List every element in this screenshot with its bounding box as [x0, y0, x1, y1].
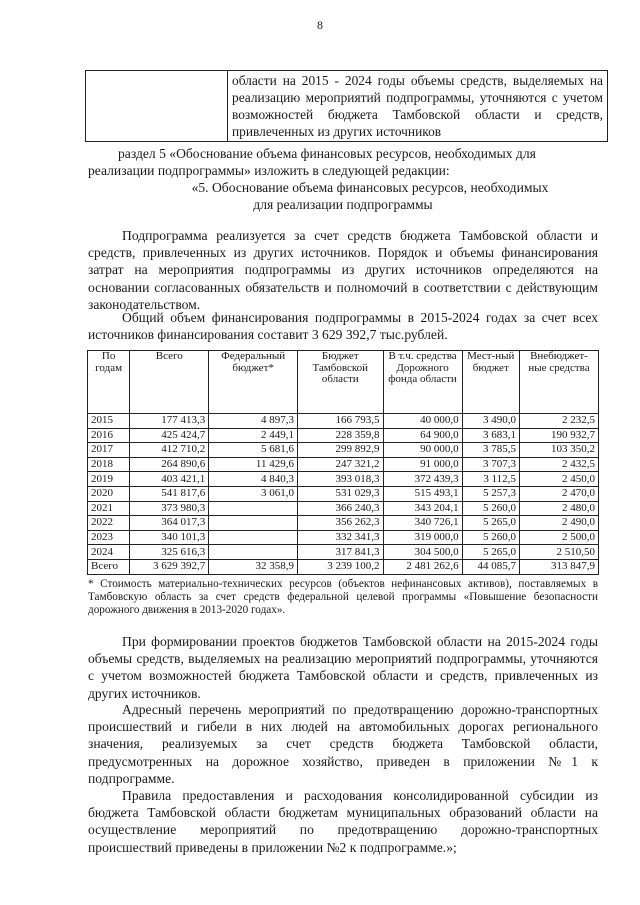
financing-cell: 5 265,0	[462, 516, 519, 531]
financing-cell: 2022	[88, 516, 130, 531]
financing-cell: 2020	[88, 486, 130, 501]
financing-row	[88, 457, 599, 472]
financing-header-row	[88, 351, 599, 414]
financing-cell: 2017	[88, 443, 130, 458]
financing-cell: 2 510,50	[519, 545, 598, 560]
financing-cell: 332 341,3	[298, 530, 384, 545]
financing-cell: 166 793,5	[298, 414, 384, 429]
financing-row	[88, 414, 599, 429]
continuation-left-cell	[86, 71, 228, 142]
financing-row	[88, 516, 599, 531]
financing-cell: 2015	[88, 414, 130, 429]
financing-cell: 2021	[88, 501, 130, 516]
financing-cell: 11 429,6	[209, 457, 298, 472]
financing-cell: 90 000,0	[383, 443, 462, 458]
financing-cell: 412 710,2	[130, 443, 209, 458]
financing-cell: 5 260,0	[462, 530, 519, 545]
continuation-table	[85, 70, 608, 142]
section-intro-line1: раздел 5 «Обоснование объема финансовых ресурсов, необходимых для	[118, 146, 536, 161]
financing-cell: 228 359,8	[298, 428, 384, 443]
financing-cell: 2 450,0	[519, 472, 598, 487]
financing-cell: 190 932,7	[519, 428, 598, 443]
financing-row	[88, 486, 599, 501]
financing-cell: 5 265,0	[462, 545, 519, 560]
financing-cell: 372 439,3	[383, 472, 462, 487]
financing-cell: 247 321,2	[298, 457, 384, 472]
financing-total-row	[88, 559, 599, 574]
financing-cell: 2 490,0	[519, 516, 598, 531]
col-header-year: По годам	[88, 351, 130, 414]
financing-cell: 40 000,0	[383, 414, 462, 429]
col-header-road-fund: В т.ч. средства Дорожного фонда области	[383, 351, 462, 414]
financing-cell: 541 817,6	[130, 486, 209, 501]
financing-cell: 313 847,9	[519, 559, 598, 574]
financing-cell: 393 018,3	[298, 472, 384, 487]
financing-cell: 2023	[88, 530, 130, 545]
financing-cell: 325 616,3	[130, 545, 209, 560]
financing-cell: 64 900,0	[383, 428, 462, 443]
financing-cell: 177 413,3	[130, 414, 209, 429]
financing-row	[88, 530, 599, 545]
financing-cell: 2 232,5	[519, 414, 598, 429]
paragraph-budget-projects: При формировании проектов бюджетов Тамбовской области на 2015-2024 годы объемы средств, выделяемых на реализацию мероприятий подпрограммы, уточняются с учетом возможностей бюджета Тамбовской области и средств, привлеченных из других источников.	[88, 634, 598, 701]
financing-cell: 5 681,6	[209, 443, 298, 458]
financing-cell	[209, 545, 298, 560]
section-heading-line2: для реализации подпрограммы	[253, 197, 433, 212]
financing-row	[88, 443, 599, 458]
financing-cell: 515 493,1	[383, 486, 462, 501]
financing-cell: 4 897,3	[209, 414, 298, 429]
financing-cell: 3 490,0	[462, 414, 519, 429]
financing-cell: 425 424,7	[130, 428, 209, 443]
financing-cell: 364 017,3	[130, 516, 209, 531]
paragraph-address-list: Адресный перечень мероприятий по предотвращению дорожно-транспортных происшествий и гибели в них людей на автомобильных дорогах регионального значения, реализуемых за счет средств бюджета Тамбовской области, предусмотренных на дорожное хозяйство, приведен в приложении №1 к подпрограмме.	[88, 702, 598, 786]
financing-cell: Всего	[88, 559, 130, 574]
financing-cell: 264 890,6	[130, 457, 209, 472]
financing-cell: 4 840,3	[209, 472, 298, 487]
section-heading-line1: «5. Обоснование объема финансовых ресурсов, необходимых	[191, 180, 549, 195]
financing-row	[88, 472, 599, 487]
financing-cell: 2 480,0	[519, 501, 598, 516]
financing-cell: 340 101,3	[130, 530, 209, 545]
financing-cell: 2016	[88, 428, 130, 443]
col-header-regional: Бюджет Тамбовской области	[298, 351, 384, 414]
financing-cell: 3 239 100,2	[298, 559, 384, 574]
financing-cell: 2019	[88, 472, 130, 487]
financing-cell: 2 470,0	[519, 486, 598, 501]
financing-cell	[209, 501, 298, 516]
financing-row	[88, 501, 599, 516]
financing-cell: 2024	[88, 545, 130, 560]
financing-cell: 3 707,3	[462, 457, 519, 472]
paragraph-sources: Подпрограмма реализуется за счет средств бюджета Тамбовской области и средств, привлеченных из других источников. Порядок и объемы финансирования затрат на мероприятия подпрограммы из других источников определяются на основании согласованных обязательств и полномочий в соответствии с действующим законодательством.	[88, 228, 598, 312]
financing-row	[88, 428, 599, 443]
financing-cell: 299 892,9	[298, 443, 384, 458]
financing-cell: 5 257,3	[462, 486, 519, 501]
paragraph-total: Общий объем финансирования подпрограммы в 2015-2024 годах за счет всех источников финансирования составит 3 629 392,7 тыс.рублей.	[88, 310, 598, 343]
financing-cell: 44 085,7	[462, 559, 519, 574]
col-header-local: Мест-ный бюджет	[462, 351, 519, 414]
financing-cell: 317 841,3	[298, 545, 384, 560]
financing-row	[88, 545, 599, 560]
col-header-extrabudget: Внебюджет-ные средства	[519, 351, 598, 414]
financing-table	[87, 350, 599, 575]
financing-cell: 356 262,3	[298, 516, 384, 531]
financing-cell: 2 449,1	[209, 428, 298, 443]
financing-cell: 403 421,1	[130, 472, 209, 487]
financing-cell: 3 061,0	[209, 486, 298, 501]
continuation-right-cell: области на 2015 - 2024 годы объемы средств, выделяемых на реализацию мероприятий подпрограммы, уточняются с учетом возможностей бюджета Тамбовской области и средств, привлеченных из других источников	[228, 71, 608, 142]
financing-cell: 3 785,5	[462, 443, 519, 458]
financing-cell: 32 358,9	[209, 559, 298, 574]
financing-cell: 2018	[88, 457, 130, 472]
financing-cell: 3 683,1	[462, 428, 519, 443]
financing-cell: 2 481 262,6	[383, 559, 462, 574]
financing-cell: 373 980,3	[130, 501, 209, 516]
col-header-federal: Федеральный бюджет*	[209, 351, 298, 414]
financing-cell: 3 112,5	[462, 472, 519, 487]
financing-cell: 366 240,3	[298, 501, 384, 516]
financing-cell: 343 204,1	[383, 501, 462, 516]
financing-cell: 91 000,0	[383, 457, 462, 472]
financing-cell: 304 500,0	[383, 545, 462, 560]
financing-cell: 340 726,1	[383, 516, 462, 531]
financing-cell: 319 000,0	[383, 530, 462, 545]
financing-cell	[209, 516, 298, 531]
paragraph-subsidy-rules: Правила предоставления и расходования консолидированной субсидии из бюджета Тамбовской области бюджетам муниципальных образований области на осуществление мероприятий по предотвращению дорожно-транспортных происшествий приведены в приложении №2 к подпрограмме.»;	[88, 788, 598, 855]
financing-cell: 2 432,5	[519, 457, 598, 472]
financing-cell: 531 029,3	[298, 486, 384, 501]
page-number: 8	[317, 18, 323, 32]
footnote: * Стоимость материально-технических ресурсов (объектов нефинансовых активов), поставляемых в Тамбовскую область за счет средств федеральной целевой программы «Повышение безопасности дорожного движения в 2013-2020 годах».	[88, 578, 598, 616]
financing-cell: 103 350,2	[519, 443, 598, 458]
financing-cell	[209, 530, 298, 545]
financing-cell: 2 500,0	[519, 530, 598, 545]
col-header-total: Всего	[130, 351, 209, 414]
financing-cell: 3 629 392,7	[130, 559, 209, 574]
financing-cell: 5 260,0	[462, 501, 519, 516]
section-intro-line2: реализации подпрограммы» изложить в следующей редакции:	[88, 163, 450, 178]
